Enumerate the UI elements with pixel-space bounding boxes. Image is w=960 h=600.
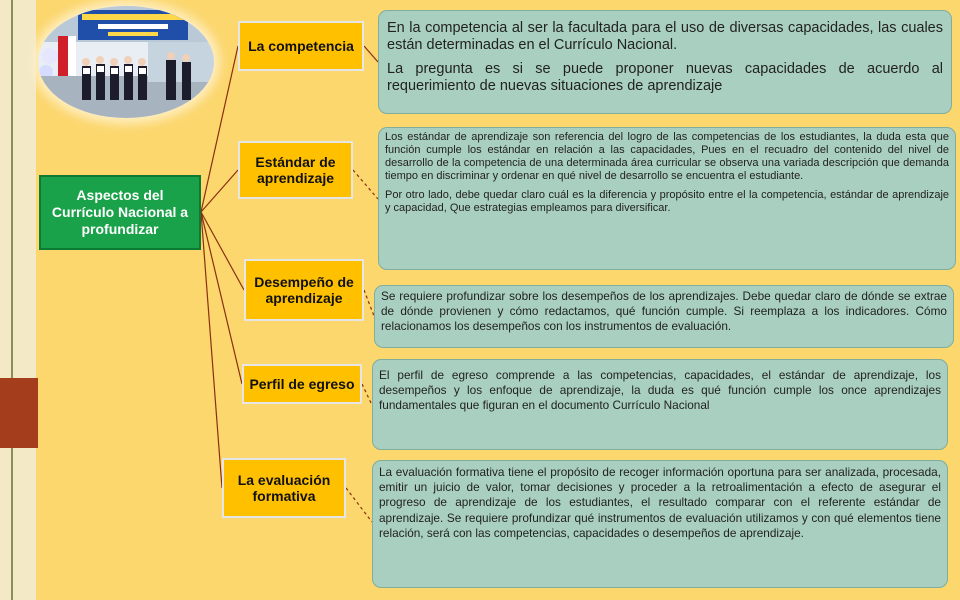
detail-perfil-paragraph: El perfil de egreso comprende a las competencias, capacidades, el estándar de aprendizaje, los desempeños y los enfoque de aprendizaje, la duda es qué función cumple los once aprendizajes fundamentales que figuran en el documento Currículo Nacional: [379, 368, 941, 412]
detail-perfil: [372, 359, 948, 450]
main-topic-label: Aspectos del Currículo Nacional a profundizar: [51, 187, 189, 237]
branch-estandar: [238, 141, 353, 199]
connector-perfil-to-detail: [362, 384, 372, 405]
connector-main-to-perfil: [201, 212, 242, 384]
branch-competencia-label: La competencia: [248, 38, 354, 54]
branch-competencia: [238, 21, 364, 71]
branch-estandar-label: Estándar de aprendizaje: [255, 154, 336, 186]
detail-competencia: [378, 10, 952, 114]
detail-evaluacion-paragraph: La evaluación formativa tiene el propósito de recoger información oportuna para ser analizada, procesada, emitir un juicio de valor, tomar decisiones y proceder a la retroalimentación a efecto de asegurar el progreso de aprendizaje de los estudiantes, el resultado comparar con el referente estándar de aprendizaje. Se requiere profundizar qué instrumentos de evaluación utilizamos y con qué elementos tiene relación, será con las competencias, capacidades o desempeños de aprendizaje.: [379, 465, 941, 540]
detail-desempeno-paragraph: Se requiere profundizar sobre los desempeños de los aprendizajes. Debe quedar claro de dónde se extrae de dónde provienen y cómo redactamos, qué función cumple. Si reemplaza a los indicadores. Cómo relacionamos los desempeños con los instrumentos de evaluación.: [381, 289, 947, 333]
branch-perfil: [242, 364, 362, 404]
left-red-accent: [0, 378, 38, 448]
connector-main-to-evaluacion: [201, 212, 222, 488]
branch-desempeno-label: Desempeño de aprendizaje: [254, 274, 354, 306]
detail-estandar-paragraph: Por otro lado, debe quedar claro cuál es la diferencia y propósito entre el la competencia, estándar de aprendizaje y capacidad, Que estrategias empleamos para diversificar.: [385, 189, 949, 214]
main-topic-box: [39, 175, 201, 250]
school-photo: [38, 6, 214, 118]
left-decorative-line: [11, 0, 13, 600]
connector-desempeno-to-detail: [364, 290, 374, 316]
detail-estandar: [378, 127, 956, 270]
branch-evaluacion: [222, 458, 346, 518]
detail-competencia-paragraph: La pregunta es si se puede proponer nuevas capacidades de acuerdo al requerimiento de nuevas situaciones de aprendizaje: [387, 61, 943, 94]
connector-main-to-desempeno: [201, 212, 244, 290]
connector-competencia-to-detail: [364, 46, 378, 62]
connector-evaluacion-to-detail: [346, 488, 372, 522]
detail-evaluacion: [372, 460, 948, 588]
detail-estandar-paragraph: Los estándar de aprendizaje son referencia del logro de las competencias de los estudiantes, la duda esta que función cumple los estándar en relación a las capacidades, Pues en el recuadro del contenido del nivel de desarrollo de la competencia de una determinada área curricular se observa una variada descripción que demanda tiempo en discriminar y ordenar en qué nivel de desarrollo se encuentra el estudiante.: [385, 131, 949, 182]
school-photo-image: [38, 6, 214, 118]
connector-main-to-estandar: [201, 170, 238, 212]
branch-evaluacion-label: La evaluación formativa: [237, 472, 331, 504]
branch-perfil-label: Perfil de egreso: [249, 376, 355, 392]
left-decorative-strip: [0, 0, 36, 600]
branch-desempeno: [244, 259, 364, 321]
detail-competencia-paragraph: En la competencia al ser la facultada para el uso de diversas capacidades, las cuales están determinadas en el Currículo Nacional.: [387, 20, 943, 53]
connector-estandar-to-detail: [353, 170, 378, 199]
detail-desempeno: [374, 285, 954, 348]
